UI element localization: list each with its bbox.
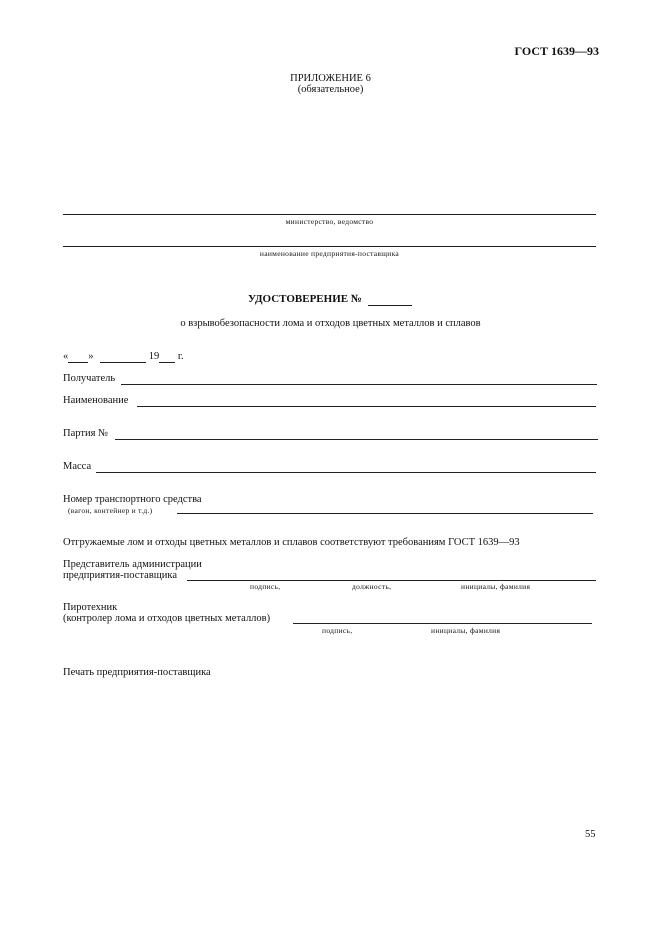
recipient-line bbox=[121, 384, 597, 385]
certificate-title: УДОСТОВЕРЕНИЕ № bbox=[248, 293, 362, 305]
ministry-line bbox=[63, 214, 596, 215]
name-label: Наименование bbox=[63, 395, 129, 406]
year-prefix: 19 bbox=[148, 351, 160, 362]
stamp-label: Печать предприятия-поставщика bbox=[63, 667, 211, 678]
admin-rep-line bbox=[187, 580, 596, 581]
supplier-caption: наименование предприятия-поставщика bbox=[259, 249, 400, 258]
mass-line bbox=[96, 472, 596, 473]
year-blank bbox=[159, 351, 175, 363]
ministry-caption: министерство, ведомство bbox=[285, 217, 374, 226]
certificate-subtitle: о взрывобезопасности лома и отходов цветных металлов и сплавов bbox=[180, 318, 481, 329]
pyro-cap-name: инициалы, фамилия bbox=[431, 626, 501, 635]
transport-label: Номер транспортного средства bbox=[63, 494, 202, 505]
admin-cap-signature: подпись, bbox=[250, 582, 281, 591]
pyro-line1: Пиротехник bbox=[63, 602, 118, 613]
certificate-number-blank bbox=[368, 293, 412, 306]
compliance-statement: Отгружаемые лом и отходы цветных металлов и сплавов соответствуют требованиям ГОСТ 1639—93 bbox=[63, 537, 520, 548]
recipient-label: Получатель bbox=[63, 373, 116, 384]
transport-line bbox=[177, 513, 593, 514]
supplier-line bbox=[63, 246, 596, 247]
date-close-quote: » bbox=[88, 351, 94, 362]
standard-number: ГОСТ 1639—93 bbox=[514, 44, 599, 58]
year-suffix: г. bbox=[177, 351, 184, 362]
batch-label: Партия № bbox=[63, 428, 109, 439]
transport-hint: (вагон, контейнер и т.д.) bbox=[68, 506, 153, 515]
appendix-title: ПРИЛОЖЕНИЕ 6 bbox=[290, 73, 371, 84]
admin-cap-position: должность, bbox=[352, 582, 392, 591]
mass-label: Масса bbox=[63, 461, 92, 472]
pyro-line2: (контролер лома и отходов цветных металлов) bbox=[63, 613, 271, 624]
pyro-cap-signature: подпись, bbox=[322, 626, 353, 635]
page-number: 55 bbox=[585, 829, 596, 840]
date-open-quote: « bbox=[63, 351, 69, 362]
pyro-signature-line bbox=[293, 623, 592, 624]
admin-cap-name: инициалы, фамилия bbox=[461, 582, 531, 591]
admin-rep-line2: предприятия-поставщика bbox=[63, 570, 178, 581]
month-blank bbox=[100, 351, 146, 363]
date-line bbox=[63, 351, 184, 363]
certificate-title-block bbox=[248, 293, 412, 306]
appendix-note: (обязательное) bbox=[297, 84, 364, 95]
admin-rep-line1: Представитель администрации bbox=[63, 559, 202, 570]
name-line bbox=[137, 406, 596, 407]
day-blank bbox=[68, 351, 88, 363]
batch-line bbox=[115, 439, 598, 440]
